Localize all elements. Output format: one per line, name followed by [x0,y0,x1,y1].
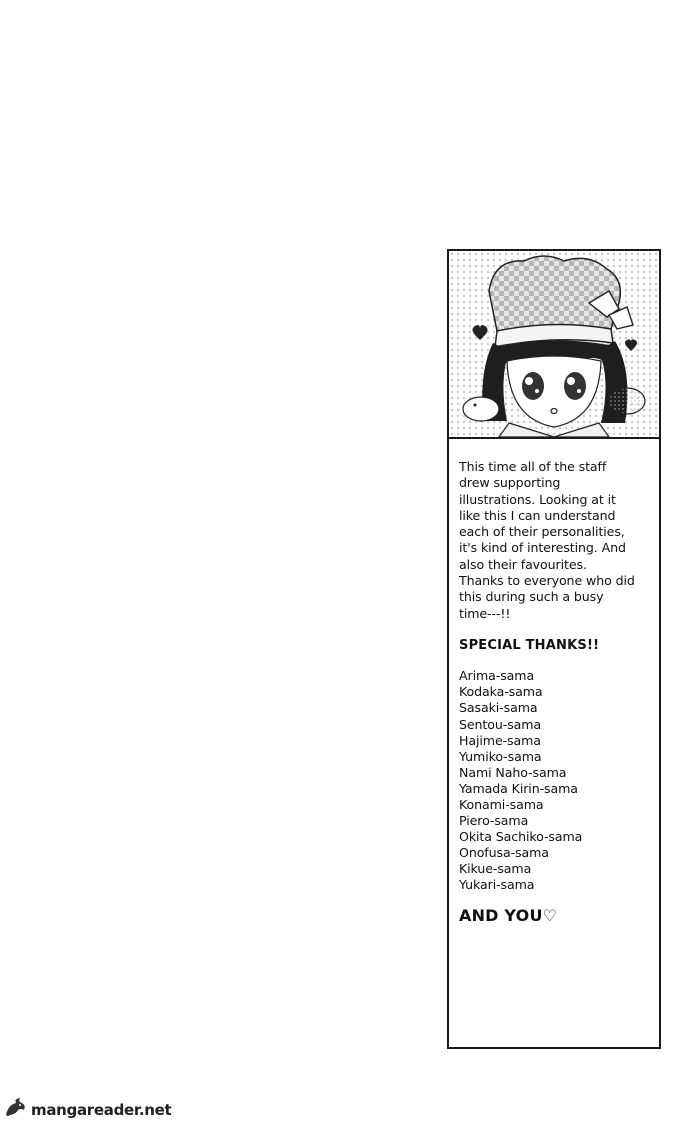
thanks-name: Kikue-sama [459,861,532,877]
site-watermark [4,1097,171,1123]
intro-line: Thanks to everyone who did [459,573,635,589]
thanks-name: Hajime-sama [459,732,541,748]
thanks-name: Arima-sama [459,668,535,684]
intro-line: illustrations. Looking at it [459,491,616,507]
thanks-name: Nami Naho-sama [459,764,567,780]
closing-line: AND YOU♡ [459,905,558,925]
thanks-name: Yukari-sama [459,877,535,893]
chef-girl-illustration [449,251,659,439]
thanks-name: Yumiko-sama [459,748,542,764]
thanks-name: Piero-sama [459,813,529,829]
special-thanks-heading: SPECIAL THANKS!! [459,637,600,653]
intro-line: this during such a busy [459,589,604,605]
afterword-text [459,459,655,924]
watermark-text: mangareader.net [31,1101,172,1119]
thanks-name-list [459,668,655,893]
intro-line: also their favourites. [459,556,587,572]
intro-line: This time all of the staff [459,459,607,474]
thanks-name: Yamada Kirin-sama [459,780,578,796]
dragon-logo-icon [4,1097,28,1123]
intro-line: each of their personalities, [459,524,625,540]
thanks-name: Konami-sama [459,797,544,813]
thanks-name: Onofusa-sama [459,845,549,861]
intro-line: like this I can understand [459,507,616,523]
intro-line: drew supporting [459,475,561,491]
afterword-panel [447,249,661,1049]
intro-line: time---!! [459,605,511,621]
thanks-name: Okita Sachiko-sama [459,829,583,845]
thanks-name: Kodaka-sama [459,684,543,700]
afterword-intro [459,459,655,622]
thanks-name: Sasaki-sama [459,700,538,716]
intro-line: it's kind of interesting. And [459,540,626,556]
thanks-name: Sentou-sama [459,716,542,732]
